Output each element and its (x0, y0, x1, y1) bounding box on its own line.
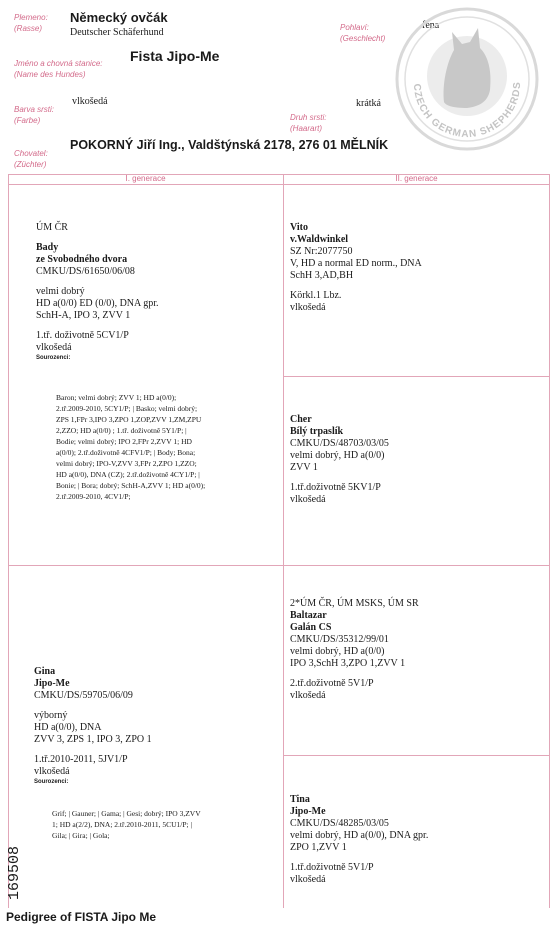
color-value: vlkošedá (72, 96, 108, 107)
sex-label: Pohlaví: (Geschlecht) (340, 23, 386, 43)
coat-value: krátká (356, 98, 381, 109)
registration-number: 169508 (6, 845, 23, 900)
breed-value-de: Deutscher Schäferhund (70, 27, 164, 38)
dam-dam-entry: Tina Jipo-Me CMKU/DS/48285/03/05 velmi dobrý, HD a(0/0), DNA gpr. ZPO 1,ZVV 1 1.tř.doživotně 5V1/P vlkošedá (290, 794, 429, 885)
breeder-value: POKORNÝ Jiří Ing., Valdštýnská 2178, 276 01 MĚLNÍK (70, 138, 389, 152)
breeder-label: Chovatel: (Züchter) (14, 149, 48, 169)
sire-siblings: Baron; velmi dobrý; ZVV 1; HD a(0/0); 2.tř.2009-2010, 5CY1/P; | Basko; velmi dobrý; ZPS 1,FPr 3,IPO 3,ZPO 1,ZOP,ZVV 1,ZM,ZPU 2,ZZO; HD a(0/0) ; 1.tř. doživotně 5Y1/P; | Bodie; velmi dobrý; IPO 2,FPr 2,ZVV 1; HD a(0/0); 2.tř.doživotně 4CFV1/P; | Body; Bona; velmi dobrý; IPO-V,ZVV 3,FPr 2,ZPO 1,ZZO; HD a(0/0), DNA (CZ); 2.tř.doživotně 4CY1/P; | Bonie; | Bora; dobrý; SchH-A,ZVV 1; HD a(0/0); 2.tř.2009-2010, 4CV1/P; (56, 393, 206, 501)
dog-name: Fista Jipo-Me (130, 48, 220, 64)
name-label: Jméno a chovná stanice: (Name des Hundes) (14, 59, 103, 79)
sire-sire-entry: Vito v.Waldwinkel SZ Nr:2077750 V, HD a normal ED norm., DNA SchH 3,AD,BH Körkl.1 Lbz. vlkošedá (290, 222, 422, 313)
sire-entry: ÚM ČR Bady ze Svobodného dvora CMKU/DS/61650/06/08 velmi dobrý HD a(0/0) ED (0/0), DNA gpr. SchH-A, IPO 3, ZVV 1 1.tř. doživotně 5CV1/P vlkošedá Sourozenci: (36, 222, 159, 361)
sire-dam-entry: Cher Bílý trpaslík CMKU/DS/48703/03/05 velmi dobrý, HD a(0/0) ZVV 1 1.tř.doživotně 5KV1/P vlkošedá (290, 414, 389, 505)
dam-siblings: Grif; | Gauner; | Gama; | Gesi; dobrý; IPO 3,ZVV 1; HD a(2/2), DNA; 2.tř.2010-2011, 5CU1/P; | Gila; | Gira; | Gola; (52, 809, 201, 840)
dam-sire-entry: 2*ÚM ČR, ÚM MSKS, ÚM SR Baltazar Galán CS CMKU/DS/35312/99/01 velmi dobrý, HD a(0/0) IPO 3,SchH 3,ZPO 1,ZVV 1 2.tř.doživotně 5V1/P vlkošedá (290, 598, 419, 701)
generation-two-header: II. generace (395, 174, 438, 183)
color-label: Barva srsti: (Farbe) (14, 105, 55, 125)
dam-entry: Gina Jipo-Me CMKU/DS/59705/06/09 výborný HD a(0/0), DNA ZVV 3, ZPS 1, IPO 3, ZPO 1 1.tř.2010-2011, 5JV1/P vlkošedá Sourozenci: (34, 666, 152, 785)
breed-label: Plemeno: (Rasse) (14, 13, 48, 33)
breed-value: Německý ovčák (70, 10, 168, 25)
coat-label: Druh srsti: (Haarart) (290, 113, 327, 133)
sex-value: fena (422, 20, 440, 31)
svg-text:CZECH GERMAN SHEPHERDS: CZECH GERMAN SHEPHERDS (410, 81, 524, 141)
caption: Pedigree of FISTA Jipo Me (6, 910, 157, 924)
generation-one-header: I. generace (125, 174, 166, 183)
club-seal-logo (392, 4, 542, 154)
